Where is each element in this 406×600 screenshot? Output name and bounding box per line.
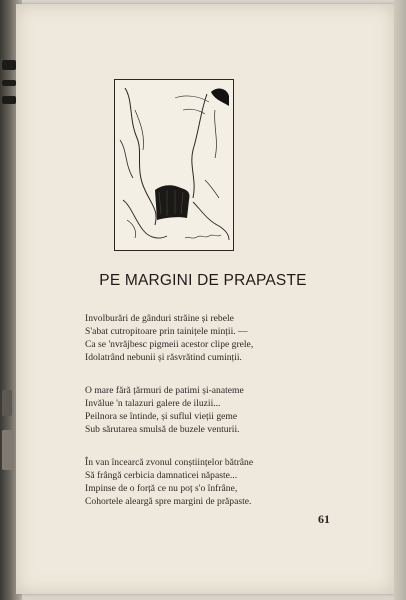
- poem-line: Sub sărutarea smulsă de buzele venturii.: [85, 424, 240, 435]
- page-edge: [394, 0, 406, 600]
- poem-line: În van încearcă zvonul conștiințelor bătrâne: [85, 457, 254, 468]
- poem-line: Cohortele aleargă spre margini de prăpaste.: [85, 496, 252, 507]
- poem-line: Peilnora se întinde, și suflul vieții geme: [85, 411, 238, 422]
- stanza-2: [85, 384, 315, 436]
- binding-mark: [2, 430, 14, 470]
- poem-line: Idolatrând nebunii și răsvrătind cuminții.: [85, 352, 242, 363]
- binding-mark: [2, 60, 16, 70]
- poem-line: Invălue 'n talazuri galere de iluzii...: [85, 398, 221, 409]
- binding-mark: [2, 96, 16, 104]
- poem-line: Ca se 'nvrăjbesc pigmeii acestor clipe grele,: [85, 339, 254, 350]
- binding-mark: [2, 80, 16, 86]
- poem-line: S'abat cutropitoare prin tainițele minții. —: [85, 326, 248, 337]
- stanza-1: [85, 312, 315, 364]
- poem-line: Involburări de gânduri străine și rebele: [85, 313, 234, 324]
- ravine-illustration: [114, 79, 234, 251]
- poem-title: PE MARGINI DE PRAPASTE: [99, 272, 307, 289]
- page-number: 61: [318, 512, 330, 526]
- stanza-3: [85, 456, 315, 508]
- poem-line: O mare fără țărmuri de patimi și-anateme: [85, 385, 244, 396]
- poem-line: Impinse de o forță ce nu poț s'o înfrâne,: [85, 483, 238, 494]
- ravine-drawing: [115, 80, 233, 250]
- poem-line: Să frângă cerbicia damnaticei năpaste...: [85, 470, 238, 481]
- binding-mark: [2, 390, 12, 416]
